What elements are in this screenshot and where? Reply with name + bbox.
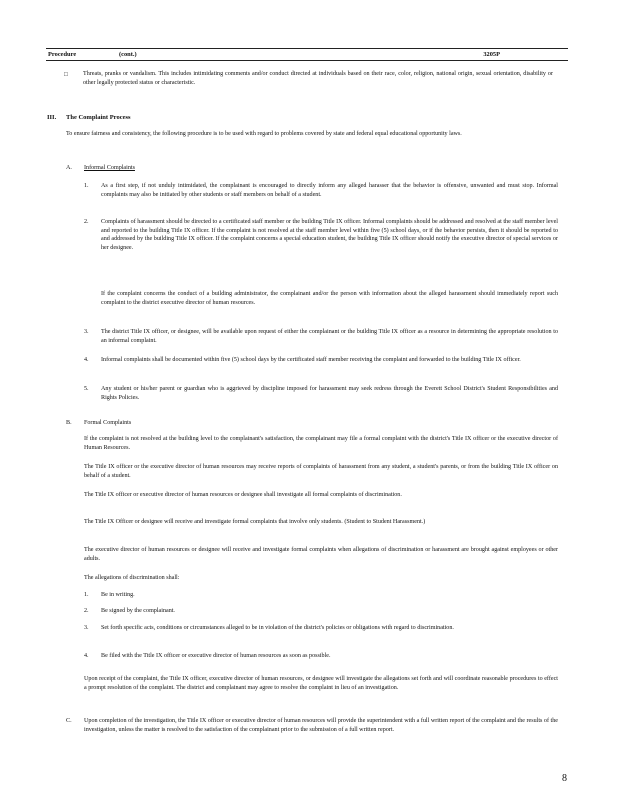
list-item-number: 1. <box>84 592 89 598</box>
continued-label: (cont.) <box>119 51 137 58</box>
list-item: Complaints of harassment should be directed to a certificated staff member or the building Title IX officer. Informal complaints should be addressed and resolved at the staff member level and reported to the building Title IX officer. If the complaint is not resolved at the staff member level within five (5) school days, or if the behavior persists, then it should be reported to and addressed by the building Title IX officer. If the complaint concerns a special education student, the building Title IX officer should notify the executive director of special services or her designee. <box>101 219 558 251</box>
section-iii-title: The Complaint Process <box>66 114 131 121</box>
section-iii-numeral: III. <box>47 114 57 121</box>
paragraph: If the complaint is not resolved at the building level to the complainant's satisfaction, the complainant may file a formal complaint with the district's Title IX officer or the executive director of Human Resources. <box>84 436 558 451</box>
list-item: Be filed with the Title IX officer or executive director of human resources as soon as possible. <box>101 653 331 659</box>
list-item-number: 5. <box>84 386 89 392</box>
list-item: Any student or his/her parent or guardian who is aggrieved by discipline imposed for harassment may seek redress through the Everett School District's Student Responsibilities and Rights Policies. <box>101 386 558 401</box>
list-item-number: 4. <box>84 653 89 659</box>
page-number: 8 <box>562 773 567 784</box>
procedure-header <box>46 48 568 61</box>
section-b-title: Formal Complaints <box>84 420 132 426</box>
list-item: Informal complaints shall be documented within five (5) school days by the certificated staff member receiving the complaint and forwarded to the building Title IX officer. <box>101 357 521 363</box>
list-item-number: 3. <box>84 329 89 335</box>
procedure-code: 3205P <box>483 51 500 58</box>
bullet-marker: □ <box>64 72 68 78</box>
paragraph: The Title IX Officer or designee will receive and investigate formal complaints that involve only students. (Student to Student Harassment.) <box>84 519 426 525</box>
list-item: Be signed by the complainant. <box>101 608 175 614</box>
section-c-letter: C. <box>66 718 72 724</box>
list-item: The district Title IX officer, or designee, will be available upon request of either the complainant or the building Title IX officer as a resource in determining the appropriate resolution to an informal complaint. <box>101 329 558 344</box>
list-item-number: 2. <box>84 608 89 614</box>
paragraph: The allegations of discrimination shall: <box>84 575 180 581</box>
list-item-number: 4. <box>84 357 89 363</box>
list-item-number: 1. <box>84 183 89 189</box>
list-item-number: 3. <box>84 625 89 631</box>
list-item: Set forth specific acts, conditions or circumstances alleged to be in violation of the district's policies or obligations with regard to discrimination. <box>101 625 454 631</box>
list-item-number: 2. <box>84 219 89 225</box>
section-b-letter: B. <box>66 420 72 426</box>
list-item: As a first step, if not unduly intimidated, the complainant is encouraged to directly inform any alleged harasser that the behavior is offensive, unwanted and must stop. Informal complaints may also be initiated by other students or staff members on behalf of a student. <box>101 183 558 198</box>
section-iii-intro: To ensure fairness and consistency, the following procedure is to be used with regard to problems covered by state and federal equal educational opportunity laws. <box>66 131 462 137</box>
list-item: Be in writing. <box>101 592 135 598</box>
bullet-text: Threats, pranks or vandalism. This includes intimidating comments and/or conduct directed at individuals based on their race, color, religion, national origin, sexual orientation, disability or other legally protected status or characteristic. <box>83 71 553 86</box>
list-item-continuation: If the complaint concerns the conduct of a building administrator, the complainant and/or the person with information about the alleged harassment should immediately report such complaint to the district executive director of human resources. <box>101 291 558 306</box>
section-a-title: Informal Complaints <box>84 165 135 171</box>
paragraph: The Title IX officer or executive director of human resources or designee shall investigate all formal complaints of discrimination. <box>84 492 402 498</box>
section-a-letter: A. <box>66 165 72 171</box>
paragraph: Upon receipt of the complaint, the Title IX officer, executive director of human resources, or designee will investigate the allegations set forth and will coordinate reasonable procedures to effect a prompt resolution of the complaint. The district and complainant may agree to resolve the complaint in lieu of an investigation. <box>84 676 558 691</box>
paragraph: The executive director of human resources or designee will receive and investigate formal complaints when allegations of discrimination or harassment are brought against employees or other adults. <box>84 547 558 562</box>
procedure-label: Procedure <box>48 51 77 58</box>
paragraph: Upon completion of the investigation, the Title IX officer or executive director of human resources will provide the superintendent with a full written report of the complaint and the results of the investigation, unless the matter is resolved to the satisfaction of the complainant prior to the submission of a full written report. <box>84 718 558 733</box>
paragraph: The Title IX officer or the executive director of human resources may receive reports of complaints of harassment from any student, a student's parents, or from the building Title IX officer on behalf of a student. <box>84 464 558 479</box>
